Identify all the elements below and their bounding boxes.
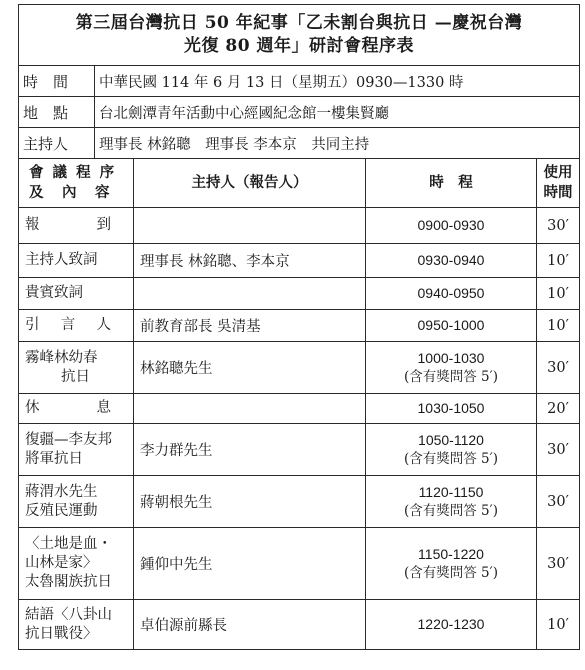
table-row xyxy=(19,208,580,244)
row-item-line: 反殖民運動 xyxy=(25,502,98,519)
row-duration: 30′ xyxy=(537,476,580,528)
row-time-note: (含有獎問答 5′) xyxy=(404,450,498,467)
row-item-line: 抗日 xyxy=(61,368,90,385)
table-row xyxy=(19,244,580,278)
row-item-line: 結語〈八卦山 xyxy=(25,606,112,623)
row-item-text xyxy=(25,316,133,335)
info-value-time: 中華民國 114 年 6 月 13 日（星期五）0930—1330 時 xyxy=(95,66,580,97)
row-item xyxy=(19,394,134,424)
table-row xyxy=(19,394,580,424)
row-item xyxy=(19,528,134,600)
row-item-char: 休 xyxy=(25,400,40,416)
row-duration: 10′ xyxy=(537,244,580,278)
row-host: 理事長 林銘聰、李本京 xyxy=(134,244,366,278)
row-item xyxy=(19,476,134,528)
row-duration: 10′ xyxy=(537,278,580,310)
header-duration-line-2: 時間 xyxy=(543,184,573,201)
row-item-line: 山林是家〉 xyxy=(25,555,98,571)
row-time-note: (含有獎問答 5′) xyxy=(404,502,498,519)
row-host: 前教育部長 吳清基 xyxy=(134,310,366,342)
info-label-time: 時 間 xyxy=(19,66,95,97)
table-row xyxy=(19,600,580,650)
row-time xyxy=(366,278,537,310)
row-duration: 30′ xyxy=(537,528,580,600)
row-time-range: 1000-1030 xyxy=(417,349,485,366)
row-time xyxy=(366,244,537,278)
row-item-text xyxy=(25,399,133,418)
row-host xyxy=(134,208,366,244)
row-item-line: 將軍抗日 xyxy=(25,450,83,467)
row-time-range: 0950-1000 xyxy=(417,317,485,333)
row-time xyxy=(366,394,537,424)
row-time-range: 1050-1120 xyxy=(418,431,484,448)
header-host: 主持人（報告人） xyxy=(134,159,366,208)
row-duration: 10′ xyxy=(537,600,580,650)
table-row xyxy=(19,424,580,476)
row-item-text xyxy=(25,216,133,235)
info-label-host: 主持人 xyxy=(19,128,95,159)
table-row xyxy=(19,528,580,600)
document-title xyxy=(19,5,580,66)
row-item xyxy=(19,310,134,342)
row-host xyxy=(134,278,366,310)
row-item-char: 人 xyxy=(96,317,111,333)
row-host: 林銘聰先生 xyxy=(134,342,366,394)
row-item-line: 蔣渭水先生 xyxy=(25,483,98,500)
row-item xyxy=(19,342,134,394)
row-time-note: (含有獎問答 5′) xyxy=(404,564,498,581)
program-table xyxy=(18,4,580,650)
table-row xyxy=(19,310,580,342)
row-time xyxy=(366,424,537,476)
row-time-range: 0900-0930 xyxy=(417,217,485,233)
info-value-host: 理事長 林銘聰 理事長 李本京 共同主持 xyxy=(95,128,580,159)
row-item xyxy=(19,424,134,476)
row-host: 蔣朝根先生 xyxy=(134,476,366,528)
row-item-line: 復疆—李友邦 xyxy=(25,431,112,448)
header-time: 時 程 xyxy=(366,159,537,208)
row-host: 李力群先生 xyxy=(134,424,366,476)
row-host: 鍾仰中先生 xyxy=(134,528,366,600)
row-time-range: 1220-1230 xyxy=(417,616,485,632)
row-item-line: 貴賓致詞 xyxy=(25,285,83,301)
row-item xyxy=(19,208,134,244)
row-item-char: 息 xyxy=(96,400,111,416)
row-time-range: 1150-1220 xyxy=(418,545,484,562)
row-item-line: 霧峰林幼春 xyxy=(25,349,98,366)
header-item-line-2: 及 內 容 xyxy=(29,184,112,201)
row-item-char: 到 xyxy=(96,217,111,233)
row-duration: 30′ xyxy=(537,208,580,244)
row-duration: 30′ xyxy=(537,424,580,476)
row-item-line: 〈土地是血・ xyxy=(25,536,112,552)
row-time xyxy=(366,310,537,342)
row-item-char: 引 xyxy=(25,317,40,333)
title-row xyxy=(19,5,580,66)
row-time-range: 1030-1050 xyxy=(417,400,485,416)
row-time xyxy=(366,600,537,650)
row-item-line: 太魯閣族抗日 xyxy=(25,574,112,590)
row-duration: 30′ xyxy=(537,342,580,394)
header-item-line-1: 會 議 程 序 xyxy=(29,164,117,181)
info-label-place: 地 點 xyxy=(19,97,95,128)
header-duration-line-1: 使用 xyxy=(543,164,573,181)
info-row-place xyxy=(19,97,580,128)
row-host xyxy=(134,394,366,424)
table-row xyxy=(19,476,580,528)
title-line-2: 光復 80 週年」研討會程序表 xyxy=(184,36,414,56)
row-item xyxy=(19,244,134,278)
table-row xyxy=(19,342,580,394)
row-item-line: 主持人致詞 xyxy=(25,252,98,268)
row-host: 卓伯源前縣長 xyxy=(134,600,366,650)
row-time-range: 1120-1150 xyxy=(418,483,484,500)
row-item xyxy=(19,278,134,310)
row-time xyxy=(366,208,537,244)
row-duration: 10′ xyxy=(537,310,580,342)
header-item xyxy=(19,159,134,208)
info-value-place: 台北劍潭青年活動中心經國紀念館一樓集賢廳 xyxy=(95,97,580,128)
info-row-host xyxy=(19,128,580,159)
row-time xyxy=(366,476,537,528)
row-time xyxy=(366,528,537,600)
row-time xyxy=(366,342,537,394)
row-time-range: 0930-0940 xyxy=(417,252,485,268)
row-time-note: (含有獎問答 5′) xyxy=(404,368,498,385)
header-duration xyxy=(537,159,580,208)
row-item xyxy=(19,600,134,650)
table-row xyxy=(19,278,580,310)
row-item-char: 報 xyxy=(25,217,40,233)
row-item-line: 抗日戰役〉 xyxy=(25,625,98,642)
table-header-row xyxy=(19,159,580,208)
row-duration: 20′ xyxy=(537,394,580,424)
title-line-1: 第三屆台灣抗日 50 年紀事「乙未割台與抗日 —慶祝台灣 xyxy=(75,13,523,33)
info-row-time xyxy=(19,66,580,97)
row-time-range: 0940-0950 xyxy=(417,285,485,301)
schedule-body xyxy=(19,208,580,650)
row-item-char: 言 xyxy=(60,317,76,333)
